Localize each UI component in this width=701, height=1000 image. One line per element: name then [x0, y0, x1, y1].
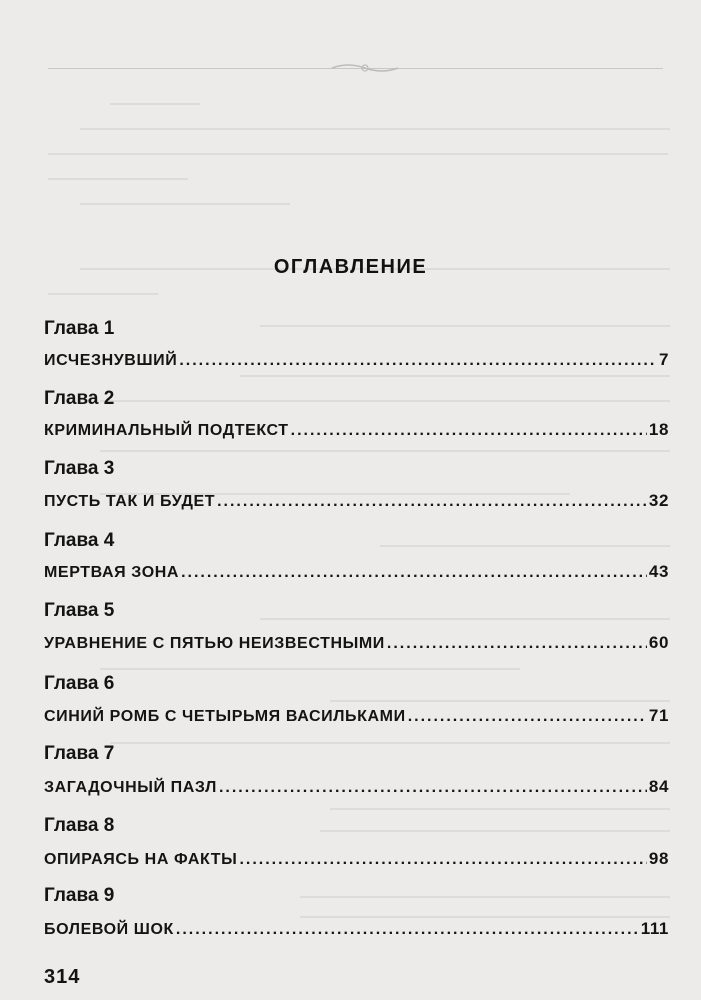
toc-entry-title: ОПИРАЯСЬ НА ФАКТЫ [44, 851, 238, 868]
dot-leader [181, 564, 647, 582]
toc-entry-title: СИНИЙ РОМБ С ЧЕТЫРЬМЯ ВАСИЛЬКАМИ [44, 708, 406, 725]
chapter-label-4: Глава 4 [44, 530, 115, 551]
toc-entry-3[interactable] [44, 491, 669, 511]
toc-entry-8[interactable] [44, 849, 669, 869]
toc-entry-title: БОЛЕВОЙ ШОК [44, 921, 174, 938]
toc-entry-2[interactable] [44, 420, 669, 440]
dot-leader [408, 708, 647, 726]
dot-leader [239, 851, 646, 869]
toc-entry-page: 32 [648, 491, 669, 510]
toc-entry-title: КРИМИНАЛЬНЫЙ ПОДТЕКСТ [44, 422, 289, 439]
toc-entry-page: 84 [648, 777, 669, 796]
toc-entry-page: 60 [648, 633, 669, 652]
toc-entry-page: 43 [648, 562, 669, 581]
toc-entry-title: УРАВНЕНИЕ С ПЯТЬЮ НЕИЗВЕСТНЫМИ [44, 635, 385, 652]
toc-entry-title: ЗАГАДОЧНЫЙ ПАЗЛ [44, 779, 217, 796]
dot-leader [219, 779, 647, 797]
toc-heading: ОГЛАВЛЕНИЕ [273, 256, 428, 278]
toc-entry-page: 18 [648, 420, 669, 439]
toc-entry-1[interactable] [44, 350, 669, 370]
toc-entry-title: ИСЧЕЗНУВШИЙ [44, 352, 178, 369]
dot-leader [291, 422, 647, 440]
chapter-label-8: Глава 8 [44, 815, 115, 836]
toc-entry-4[interactable] [44, 562, 669, 582]
chapter-label-9: Глава 9 [44, 885, 115, 906]
toc-entry-page: 98 [648, 849, 669, 868]
toc-entry-9[interactable] [44, 919, 669, 939]
dot-leader [217, 493, 647, 511]
dot-leader [176, 921, 639, 939]
chapter-label-6: Глава 6 [44, 673, 115, 694]
chapter-label-2: Глава 2 [44, 388, 115, 409]
toc-entry-5[interactable] [44, 633, 669, 653]
toc-entry-page: 71 [648, 706, 669, 725]
page-number: 314 [44, 966, 81, 988]
chapter-label-7: Глава 7 [44, 743, 115, 764]
toc-entry-page: 7 [658, 350, 669, 369]
chapter-label-5: Глава 5 [44, 600, 115, 621]
chapter-label-3: Глава 3 [44, 458, 115, 479]
dot-leader [387, 635, 647, 653]
toc-entry-title: МЕРТВАЯ ЗОНА [44, 564, 180, 581]
toc-entry-title: ПУСТЬ ТАК И БУДЕТ [44, 493, 216, 510]
chapter-label-1: Глава 1 [44, 318, 115, 339]
toc-entry-page: 111 [640, 919, 669, 938]
toc-entry-6[interactable] [44, 706, 669, 726]
toc-entry-7[interactable] [44, 777, 669, 797]
dot-leader [179, 352, 657, 370]
